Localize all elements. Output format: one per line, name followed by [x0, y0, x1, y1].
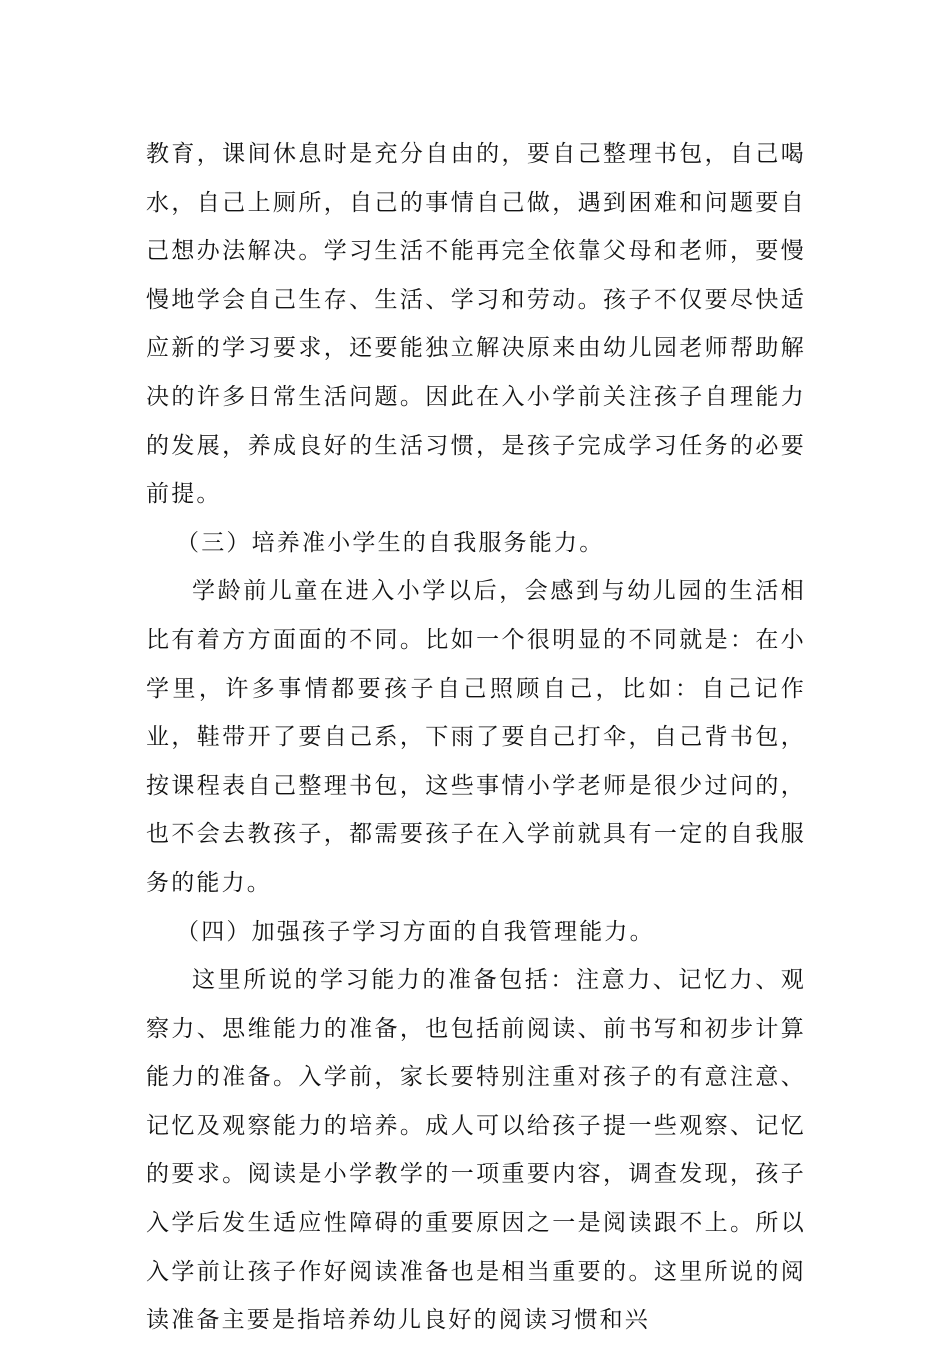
section-heading-three: （三）培养准小学生的自我服务能力。	[176, 529, 605, 556]
section-heading-four: （四）加强孩子学习方面的自我管理能力。	[176, 918, 655, 945]
paragraph-self-service: 学龄前儿童在进入小学以后，会感到与幼儿园的生活相比有着方方面面的不同。比如一个很明显的不同就是：在小学里，许多事情都要孩子自己照顾自己，比如：自己记作业，鞋带开了要自己系，下雨了要自己打伞，自己背书包，按课程表自己整理书包，这些事情小学老师是很少过问的，也不会去教孩子，都需要孩子在入学前就具有一定的自我服务的能力。	[146, 578, 806, 896]
paragraph-continuation: 教育，课间休息时是充分自由的，要自己整理书包，自己喝水，自己上厕所，自己的事情自己做，遇到困难和问题要自己想办法解决。学习生活不能再完全依靠父母和老师，要慢慢地学会自己生存、生活、学习和劳动。孩子不仅要尽快适应新的学习要求，还要能独立解决原来由幼儿园老师帮助解决的许多日常生活问题。因此在入小学前关注孩子自理能力的发展，养成良好的生活习惯，是孩子完成学习任务的必要前提。	[146, 141, 806, 508]
paragraph-learning-ability: 这里所说的学习能力的准备包括：注意力、记忆力、观察力、思维能力的准备，也包括前阅读、前书写和初步计算能力的准备。入学前，家长要特别注重对孩子的有意注意、记忆及观察能力的培养。成人可以给孩子提一些观察、记忆的要求。阅读是小学教学的一项重要内容，调查发现，孩子入学后发生适应性障碍的重要原因之一是阅读跟不上。所以入学前让孩子作好阅读准备也是相当重要的。这里所说的阅读准备主要是指培养幼儿良好的阅读习惯和兴	[146, 967, 806, 1334]
document-body	[146, 130, 806, 1345]
